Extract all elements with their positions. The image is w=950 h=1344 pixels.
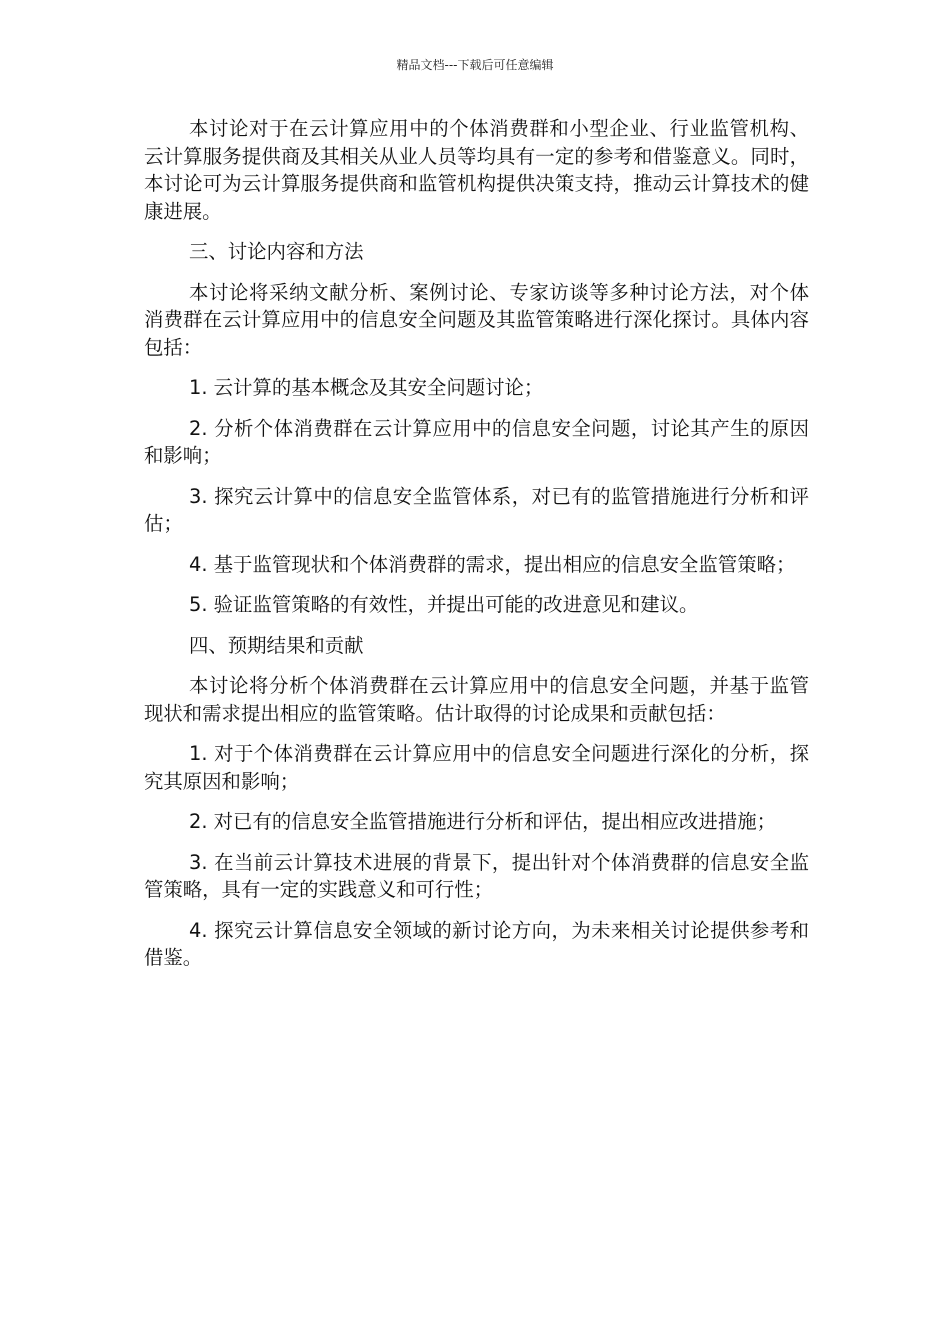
paragraph-expected-results: 本讨论将分析个体消费群在云计算应用中的信息安全问题，并基于监管现状和需求提出相应的监管策略。估计取得的讨论成果和贡献包括：	[144, 674, 809, 725]
paragraph-intro-significance: 本讨论对于在云计算应用中的个体消费群和小型企业、行业监管机构、云计算服务提供商及其相关从业人员等均具有一定的参考和借鉴意义。同时，本讨论可为云计算服务提供商和监管机构提供决策支持，推动云计算技术的健康进展。	[144, 117, 809, 223]
page-header: 精品文档---下载后可任意编辑	[396, 58, 554, 72]
list-item-content-5: 5. 验证监管策略的有效性，并提出可能的改进意见和建议。	[189, 593, 699, 616]
list-item-content-1: 1. 云计算的基本概念及其安全问题讨论；	[189, 376, 544, 399]
paragraph-methods: 本讨论将采纳文献分析、案例讨论、专家访谈等多种讨论方法，对个体消费群在云计算应用中的信息安全问题及其监管策略进行深化探讨。具体内容包括：	[144, 280, 809, 359]
list-item-result-4: 4. 探究云计算信息安全领域的新讨论方向，为未来相关讨论提供参考和借鉴。	[144, 918, 809, 969]
list-item-result-2: 2. 对已有的信息安全监管措施进行分析和评估，提出相应改进措施；	[189, 810, 776, 833]
list-item-content-3: 3. 探究云计算中的信息安全监管体系，对已有的监管措施进行分析和评估；	[144, 484, 809, 535]
section-heading-expected-results: 四、预期结果和贡献	[189, 633, 364, 657]
list-item-content-4: 4. 基于监管现状和个体消费群的需求，提出相应的信息安全监管策略；	[189, 552, 796, 576]
list-item-content-2: 2. 分析个体消费群在云计算应用中的信息安全问题，讨论其产生的原因和影响；	[144, 416, 809, 467]
document-body	[144, 115, 809, 985]
list-item-result-3: 3. 在当前云计算技术进展的背景下，提出针对个体消费群的信息安全监管策略，具有一定的实践意义和可行性；	[144, 850, 809, 901]
section-heading-content-methods: 三、讨论内容和方法	[189, 240, 364, 263]
list-item-result-1: 1. 对于个体消费群在云计算应用中的信息安全问题进行深化的分析，探究其原因和影响；	[144, 742, 809, 793]
